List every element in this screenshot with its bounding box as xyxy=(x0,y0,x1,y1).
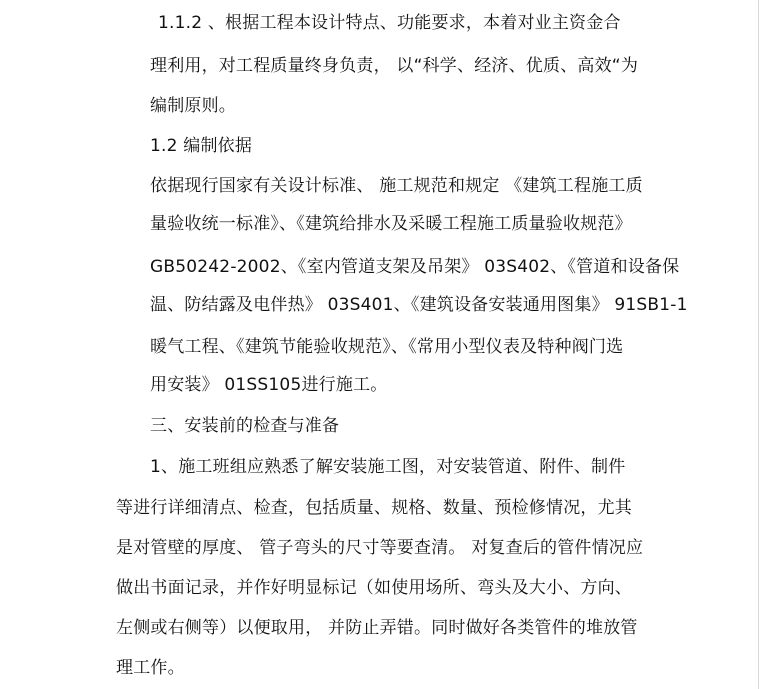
text-line: 温、防结露及电伴热》 03S401、《建筑设备安装通用图集》 91SB1-1 xyxy=(150,295,688,315)
page-edge-divider xyxy=(758,0,759,689)
text-line: 1.1.2 、根据工程本设计特点、功能要求，本着对业主资金合 xyxy=(158,13,621,33)
text-line: 理利用，对工程质量终身负责， 以“科学、经济、优质、高效“为 xyxy=(150,56,639,76)
text-line: 量验收统一标准》、《建筑给排水及采暖工程施工质量验收规范》 xyxy=(150,214,632,234)
text-line: 做出书面记录，并作好明显标记（如使用场所、弯头及大小、方向、 xyxy=(116,578,632,598)
text-line: 依据现行国家有关设计标准、 施工规范和规定 《建筑工程施工质 xyxy=(150,176,643,196)
text-line: GB50242-2002、《室内管道支架及吊架》 03S402、《管道和设备保 xyxy=(150,257,680,277)
text-line: 左侧或右侧等）以便取用， 并防止弄错。同时做好各类管件的堆放管 xyxy=(116,618,638,638)
text-line: 1、施工班组应熟悉了解安装施工图，对安装管道、附件、制件 xyxy=(150,457,626,477)
text-line: 是对管壁的厚度、 管子弯头的尺寸等要查清。 对复查后的管件情况应 xyxy=(116,538,644,558)
text-line: 等进行详细清点、检查，包括质量、规格、数量、预检修情况，尤其 xyxy=(116,498,632,518)
text-line: 理工作。 xyxy=(116,658,185,678)
text-line: 暖气工程、《建筑节能验收规范》、《常用小型仪表及特种阀门选 xyxy=(150,337,624,357)
section-heading: 三、安装前的检查与准备 xyxy=(150,416,340,436)
text-line: 用安装》 01SS105进行施工。 xyxy=(150,375,388,395)
text-line: 编制原则。 xyxy=(150,96,236,116)
section-heading: 1.2 编制依据 xyxy=(150,136,253,156)
